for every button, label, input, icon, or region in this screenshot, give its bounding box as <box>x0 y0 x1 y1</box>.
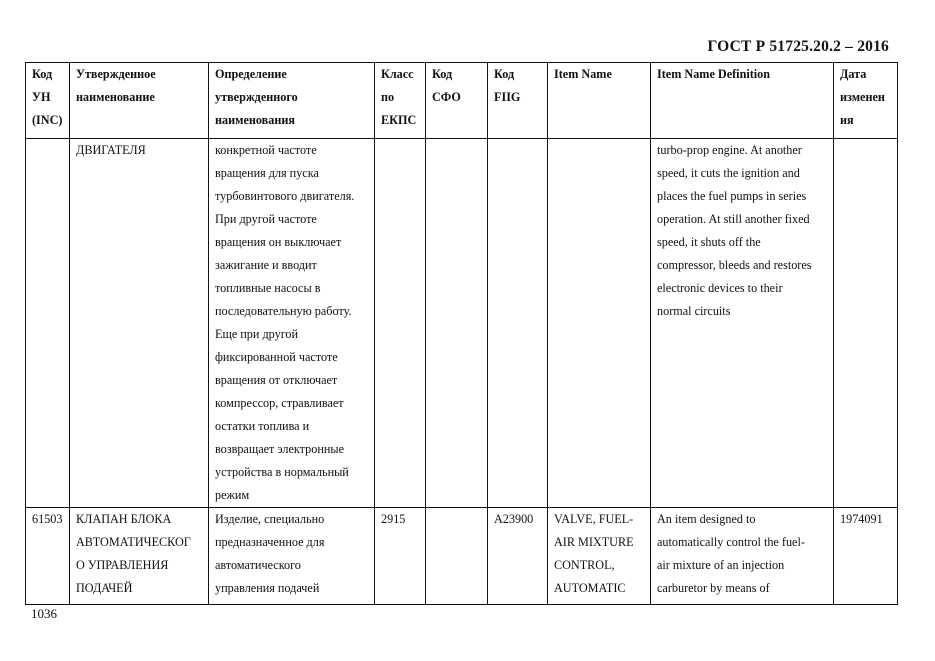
cell-sfo-code <box>426 508 488 605</box>
cell-change-date <box>834 139 898 508</box>
page-number: 1036 <box>31 606 57 621</box>
cell-change-date: 1974091 <box>834 508 898 605</box>
cell-item-definition: turbo-prop engine. At another speed, it cuts the ignition and places the fuel pumps in series operation. At still another fixed speed, it shuts off the compressor, bleeds and restores electronic devices to their normal circuits <box>651 139 834 508</box>
header-name-definition: Определение утвержденного наименования <box>209 63 375 139</box>
table-row <box>26 508 898 605</box>
header-approved-name: Утвержденное наименование <box>70 63 209 139</box>
table-header-row <box>26 63 898 139</box>
header-fiig-code: Код FIIG <box>488 63 548 139</box>
cell-item-definition: An item designed to automatically control the fuel- air mixture of an injection carburetor by means of <box>651 508 834 605</box>
header-item-name: Item Name <box>548 63 651 139</box>
cell-approved-name: ДВИГАТЕЛЯ <box>70 139 209 508</box>
header-item-name-definition: Item Name Definition <box>651 63 834 139</box>
cell-item-name <box>548 139 651 508</box>
cell-inc: 61503 <box>26 508 70 605</box>
header-ekps-class: Класс по ЕКПС <box>375 63 426 139</box>
cell-ekps-class <box>375 139 426 508</box>
cell-definition-ru: конкретной частоте вращения для пуска турбовинтового двигателя. При другой частоте вращения он выключает зажигание и вводит топливные насосы в последовательную работу. Еще при другой фиксированной частоте вращения от отключает компрессор, стравливает остатки топлива и возвращает электронные устройства в нормальный режим <box>209 139 375 508</box>
header-inc-code: Код УН (INC) <box>26 63 70 139</box>
document-standard-number: ГОСТ Р 51725.20.2 – 2016 <box>707 38 889 55</box>
header-sfo-code: Код СФО <box>426 63 488 139</box>
cell-ekps-class: 2915 <box>375 508 426 605</box>
catalog-table <box>25 62 898 605</box>
cell-item-name: VALVE, FUEL- AIR MIXTURE CONTROL, AUTOMATIC <box>548 508 651 605</box>
header-change-date: Дата изменен ия <box>834 63 898 139</box>
cell-fiig-code: A23900 <box>488 508 548 605</box>
cell-inc <box>26 139 70 508</box>
cell-fiig-code <box>488 139 548 508</box>
cell-definition-ru: Изделие, специально предназначенное для автоматического управления подачей <box>209 508 375 605</box>
cell-sfo-code <box>426 139 488 508</box>
cell-approved-name: КЛАПАН БЛОКА АВТОМАТИЧЕСКОГ О УПРАВЛЕНИЯ ПОДАЧЕЙ <box>70 508 209 605</box>
table-row <box>26 139 898 508</box>
